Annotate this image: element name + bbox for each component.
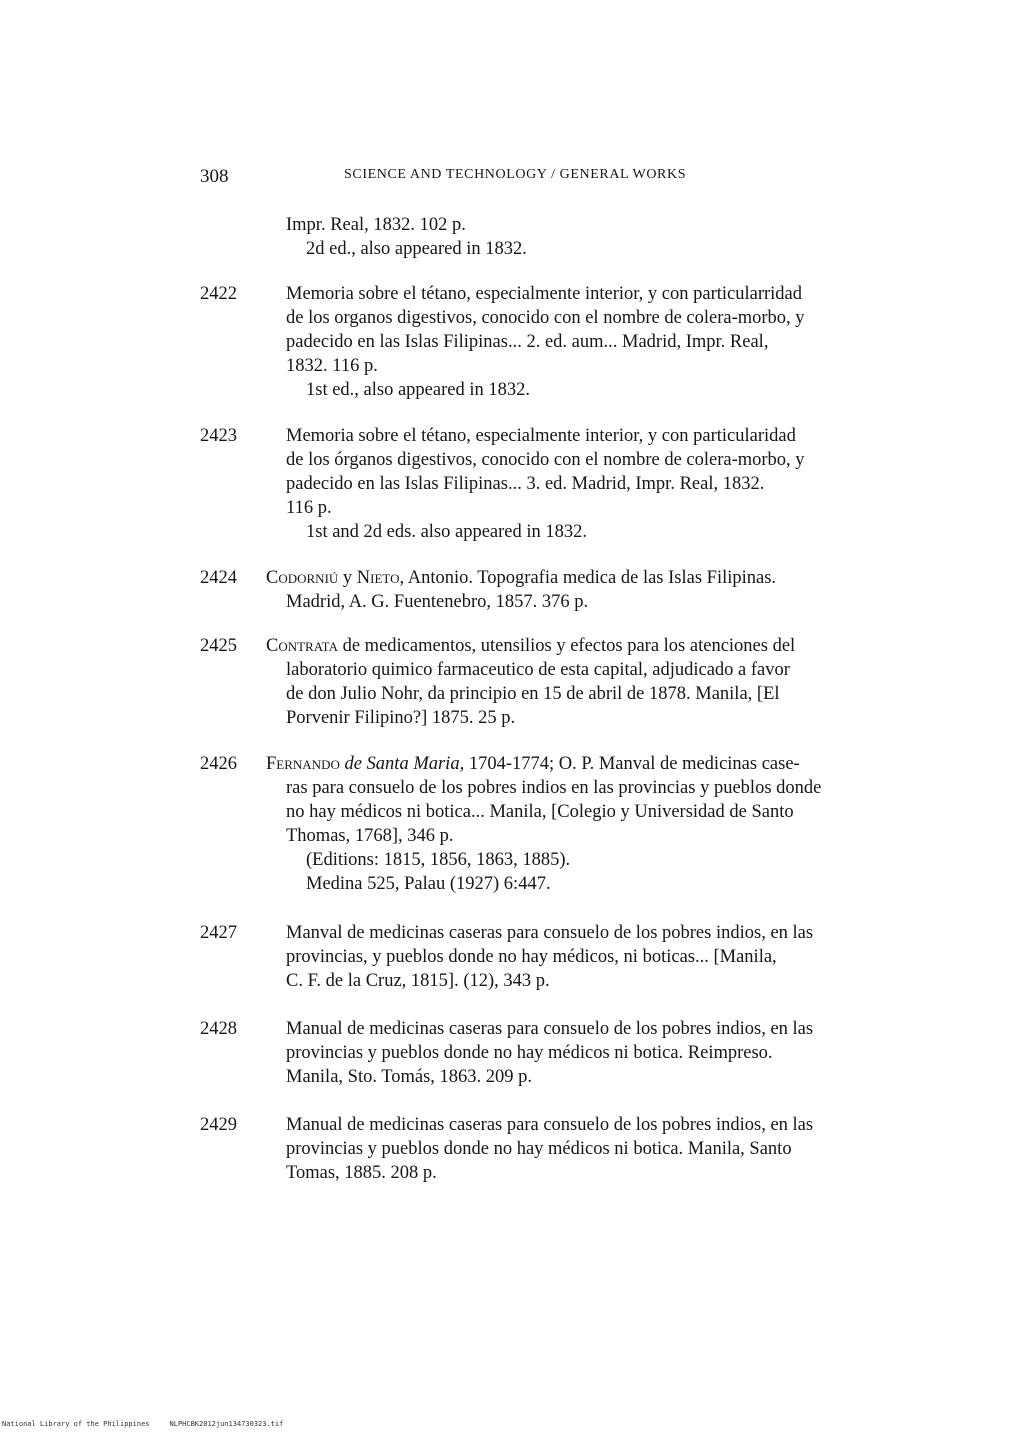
- entry-line: de los órganos digestivos, conocido con el nombre de colera-morbo, y: [286, 450, 805, 470]
- entry-line: [266, 752, 898, 776]
- entry-line: provincias, y pueblos donde no hay médicos, ni boticas... [Manila,: [286, 947, 777, 967]
- entry-title: , Antonio. Topografia medica de las Islas Filipinas.: [399, 568, 777, 588]
- entry-number: 2428: [200, 1019, 237, 1039]
- entry-line: provincias y pueblos donde no hay médicos ni botica. Reimpreso.: [286, 1043, 773, 1063]
- entry-2429: [0, 1113, 1011, 1185]
- entry-line: [266, 634, 898, 658]
- entry-line: Tomas, 1885. 208 p.: [286, 1163, 437, 1183]
- entry-line: de don Julio Nohr, da principio en 15 de abril de 1878. Manila, [El: [286, 684, 780, 704]
- entry-line: Memoria sobre el tétano, especialmente interior, y con particularidad: [286, 426, 796, 446]
- entry-line: padecido en las Islas Filipinas... 3. ed. Madrid, Impr. Real, 1832.: [286, 474, 765, 494]
- entry-2424: [0, 566, 1011, 614]
- entry-line: de los organos digestivos, conocido con el nombre de colera-morbo, y: [286, 308, 805, 328]
- continuation-entry: [0, 213, 1011, 261]
- entry-line: laboratorio quimico farmaceutico de esta capital, adjudicado a favor: [286, 660, 790, 680]
- entry-note: Medina 525, Palau (1927) 6:447.: [306, 874, 551, 894]
- entry-number: 2429: [200, 1115, 237, 1135]
- entry-number: 2425: [200, 636, 237, 656]
- entry-number: 2424: [200, 568, 237, 588]
- entry-line: Madrid, A. G. Fuentenebro, 1857. 376 p.: [286, 592, 589, 612]
- running-head: SCIENCE AND TECHNOLOGY / GENERAL WORKS: [344, 167, 687, 182]
- entry-number: 2422: [200, 284, 237, 304]
- entry-line: Porvenir Filipino?] 1875. 25 p.: [286, 708, 516, 728]
- entry-number: 2426: [200, 754, 237, 774]
- entry-line: Impr. Real, 1832. 102 p.: [286, 215, 466, 235]
- entry-line: Thomas, 1768], 346 p.: [286, 826, 454, 846]
- entry-line: C. F. de la Cruz, 1815]. (12), 343 p.: [286, 971, 550, 991]
- entry-number: 2427: [200, 923, 237, 943]
- entry-line: Manual de medicinas caseras para consuelo de los pobres indios, en las: [286, 1115, 814, 1135]
- entry-note: (Editions: 1815, 1856, 1863, 1885).: [306, 850, 571, 870]
- entry-note: 1st and 2d eds. also appeared in 1832.: [306, 522, 588, 542]
- author-epithet: de Santa Maria,: [344, 754, 465, 774]
- entry-title: de medicamentos, utensilios y efectos para los atenciones del: [337, 636, 796, 656]
- entry-line: Manila, Sto. Tomás, 1863. 209 p.: [286, 1067, 533, 1087]
- footer-scan-id: NLPHCBK2012jun134730323.tif: [169, 1420, 284, 1428]
- entry-line: Memoria sobre el tétano, especialmente interior, y con particularridad: [286, 284, 803, 304]
- entry-note: 1st ed., also appeared in 1832.: [306, 380, 530, 400]
- entry-2427: [0, 921, 1011, 993]
- entry-2423: [0, 424, 1011, 544]
- entry-line: 116 p.: [286, 498, 332, 518]
- entry-line: padecido en las Islas Filipinas... 2. ed. aum... Madrid, Impr. Real,: [286, 332, 769, 352]
- entry-note: 2d ed., also appeared in 1832.: [306, 239, 527, 259]
- author-joiner: y: [338, 568, 357, 588]
- entry-number: 2423: [200, 426, 237, 446]
- author-name: Codorniú: [266, 568, 339, 588]
- entry-title: 1704-1774; O. P. Manval de medicinas case-: [464, 754, 800, 774]
- entry-line: 1832. 116 p.: [286, 356, 378, 376]
- entry-2426: [0, 752, 1011, 896]
- scan-footer: [2, 1420, 303, 1428]
- author-name: Fernando: [266, 754, 340, 774]
- entry-line: ras para consuelo de los pobres indios en las provincias y pueblos donde: [286, 778, 822, 798]
- author-name: Contrata: [266, 636, 338, 656]
- entry-line: provincias y pueblos donde no hay médicos ni botica. Manila, Santo: [286, 1139, 792, 1159]
- page-number: 308: [200, 166, 229, 187]
- entry-line: Manval de medicinas caseras para consuelo de los pobres indios, en las: [286, 923, 814, 943]
- footer-library: National Library of the Philippines: [2, 1420, 150, 1428]
- author-name: Nieto: [356, 568, 400, 588]
- entry-2428: [0, 1017, 1011, 1089]
- entry-2425: [0, 634, 1011, 730]
- entry-line: [266, 566, 898, 590]
- entry-line: Manual de medicinas caseras para consuelo de los pobres indios, en las: [286, 1019, 814, 1039]
- entry-2422: [0, 282, 1011, 402]
- entry-line: no hay médicos ni botica... Manila, [Colegio y Universidad de Santo: [286, 802, 794, 822]
